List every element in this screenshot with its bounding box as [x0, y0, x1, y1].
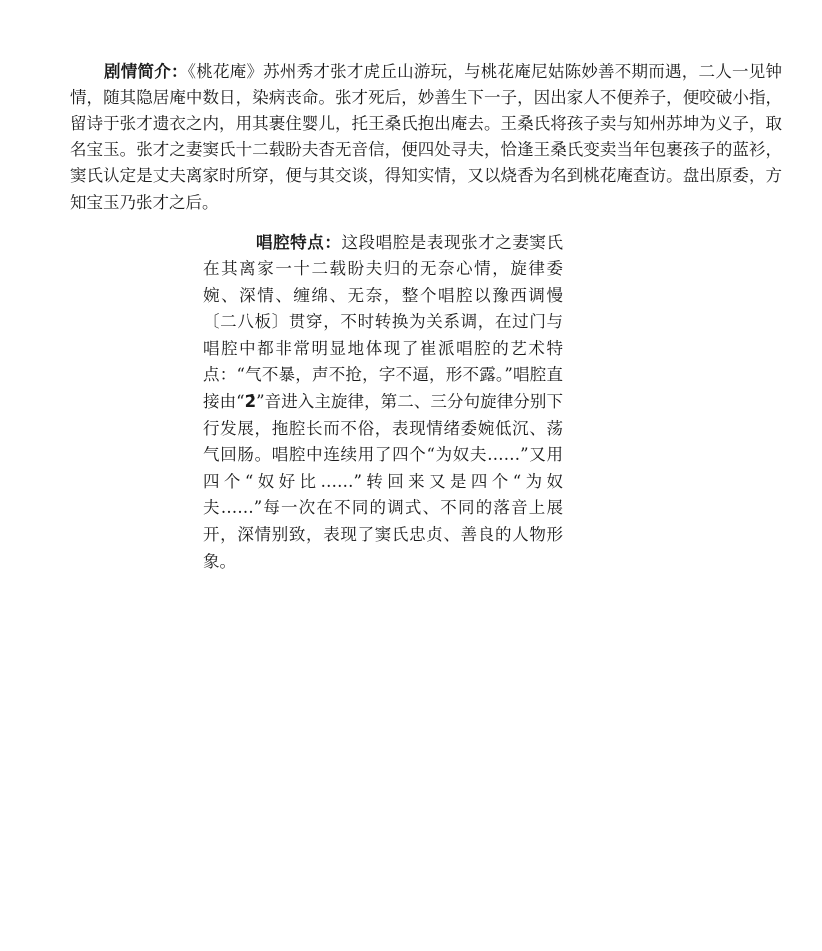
- synopsis-paragraph: [70, 59, 782, 216]
- features-paragraph: [203, 230, 563, 576]
- features-text-after: ”音进入主旋律，第二、三分句旋律分别下行发展，拖腔长而不俗，表现情绪委婉低沉、荡气回肠。唱腔中连续用了四个“为奴夫……”又用四个“奴好比……”转回来又是四个“为奴夫……”每一次在不同的调式、不同的落音上展开，深情别致，表现了窦氏忠贞、善良的人物形象。: [203, 392, 564, 571]
- features-label: 唱腔特点：: [256, 232, 342, 252]
- features-text-before: 这段唱腔是表现张才之妻窦氏在其离家一十二载盼夫归的无奈心情，旋律委婉、深情、缠绵、无奈，整个唱腔以豫西调慢〔二八板〕贯穿，不时转换为关系调，在过门与唱腔中都非常明显地体现了崔派唱腔的艺术特点：“气不暴，声不抢，字不逼，形不露。”唱腔直接由“: [203, 232, 564, 412]
- note-symbol: 2̇: [244, 392, 257, 412]
- synopsis-text: 《桃花庵》苏州秀才张才虎丘山游玩，与桃花庵尼姑陈妙善不期而遇，二人一见钟情，随其隐居庵中数日，染病丧命。张才死后，妙善生下一子，因出家人不便养子，便咬破小指，留诗于张才遗衣之内，用其裹住婴儿，托王桑氏抱出庵去。王桑氏将孩子卖与知州苏坤为义子，取名宝玉。张才之妻窦氏十二载盼夫杳无音信，便四处寻夫，恰逢王桑氏变卖当年包裹孩子的蓝衫，窦氏认定是丈夫离家时所穿，便与其交谈，得知实情，又以烧香为名到桃花庵查访。盘出原委，方知宝玉乃张才之后。: [70, 61, 782, 212]
- synopsis-label: 剧情简介：: [104, 61, 188, 81]
